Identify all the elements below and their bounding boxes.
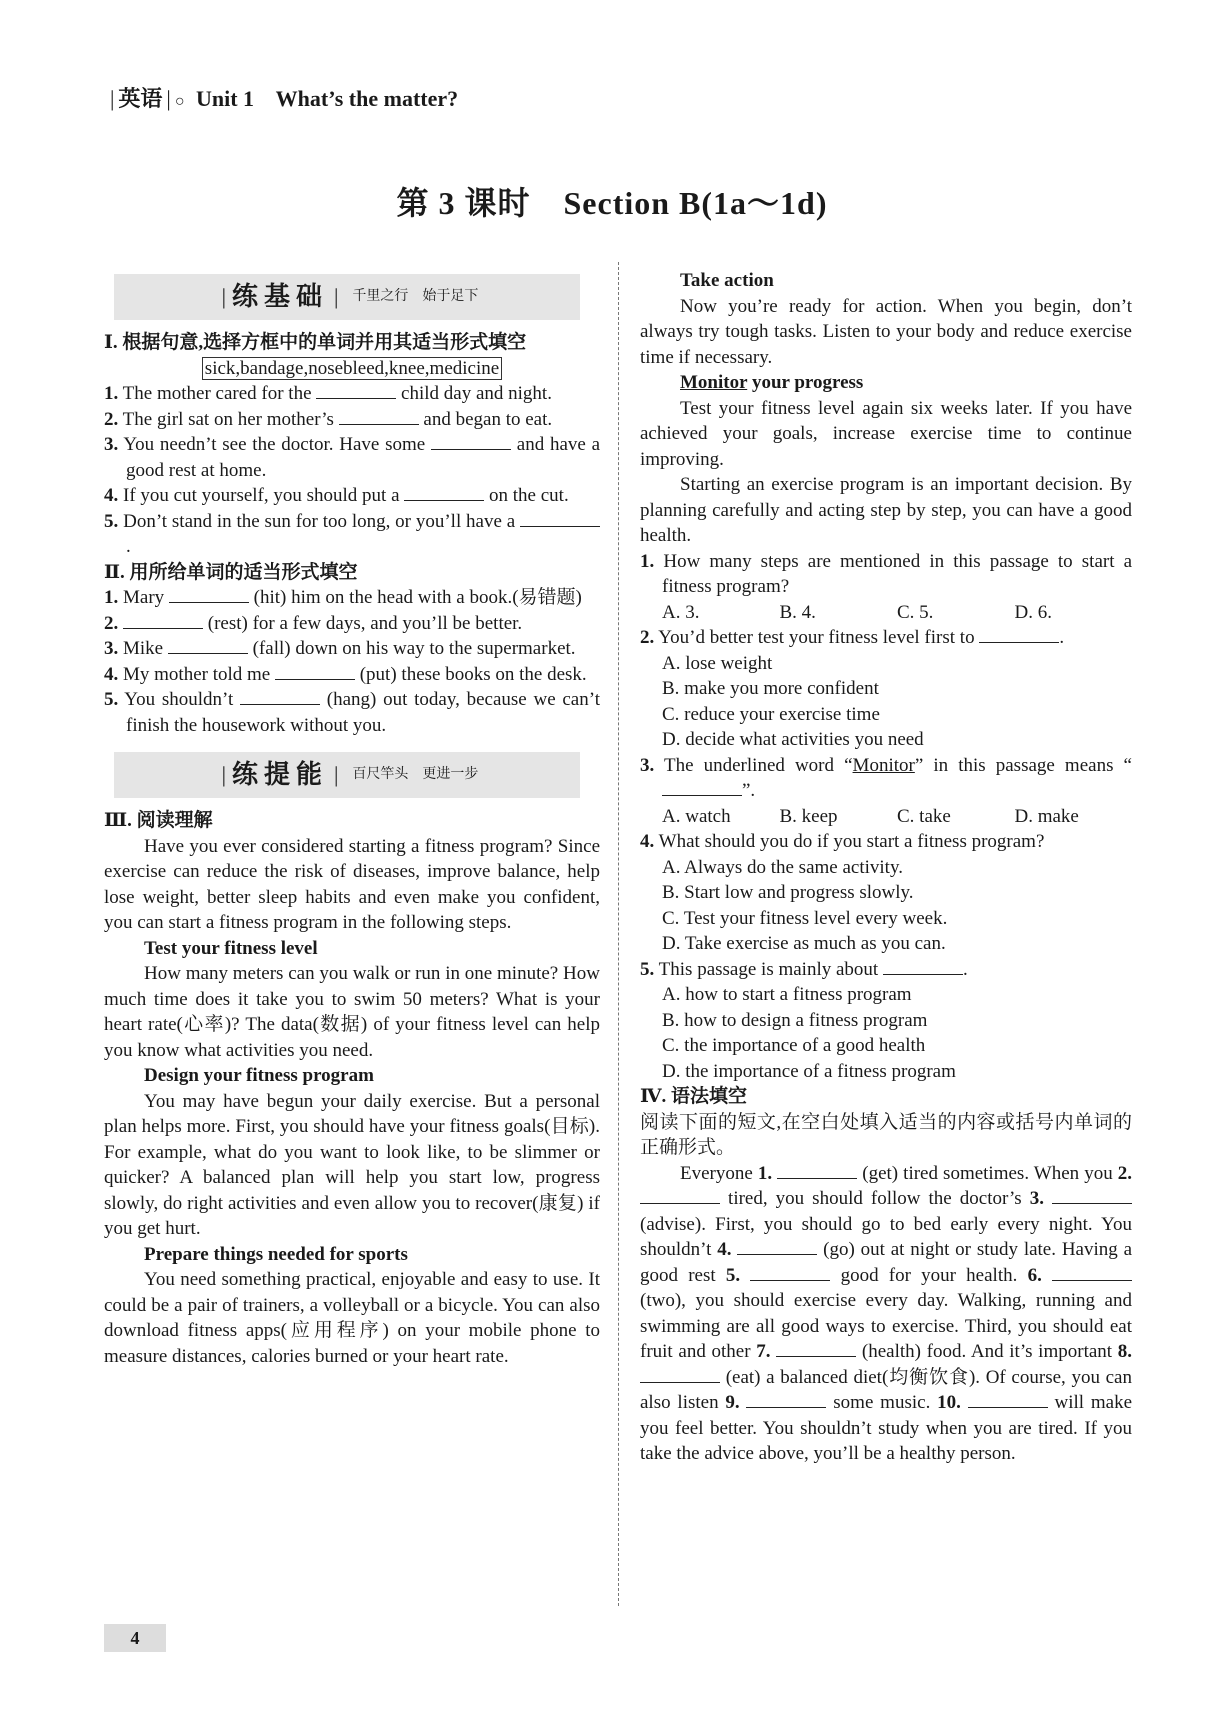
- answer-blank[interactable]: [979, 628, 1059, 643]
- question-text: (fall) down on his way to the supermarket.: [252, 638, 576, 659]
- question-item: [104, 432, 600, 483]
- divider-bar: |: [221, 762, 226, 788]
- option-b[interactable]: B. keep: [779, 805, 838, 827]
- blank-number: 7.: [756, 1341, 771, 1362]
- divider-bar: |: [334, 762, 339, 788]
- question-number: 4.: [640, 831, 655, 852]
- answer-blank[interactable]: [123, 614, 203, 629]
- passage-subheading: Prepare things needed for sports: [144, 1243, 408, 1265]
- option-c[interactable]: C. Test your fitness level every week.: [662, 907, 948, 929]
- blank-number: 2.: [1117, 1162, 1133, 1184]
- divider-bar: |: [334, 284, 339, 310]
- question-item: [104, 407, 600, 433]
- answer-blank[interactable]: [275, 665, 355, 680]
- answer-blank[interactable]: [750, 1266, 830, 1281]
- option-a[interactable]: A. lose weight: [662, 652, 773, 674]
- question-text: (hang) out today, because we can’t finish the housework without you.: [126, 689, 601, 736]
- question-text: child day and night.: [401, 383, 552, 404]
- answer-blank[interactable]: [240, 690, 320, 705]
- question-number: 1.: [640, 550, 655, 572]
- cloze-passage: [640, 1161, 1132, 1467]
- question-text: You needn’t see the doctor. Have some: [123, 434, 426, 455]
- option-b[interactable]: B. 4.: [779, 601, 816, 623]
- question-text: How many steps are mentioned in this passage to start a fitness program?: [662, 550, 1133, 597]
- option-c[interactable]: C. take: [897, 805, 951, 827]
- question-item: [640, 753, 1132, 804]
- question-number: 2.: [104, 612, 119, 634]
- question-text: This passage is mainly about: [658, 958, 879, 980]
- answer-blank[interactable]: [1052, 1189, 1132, 1204]
- cloze-text: good for your health.: [840, 1264, 1018, 1286]
- answer-blank[interactable]: [168, 639, 248, 654]
- cloze-text: Everyone: [680, 1162, 753, 1184]
- question-item: [104, 509, 600, 560]
- question-text: You’d better test your fitness level first to: [658, 627, 975, 648]
- question-text: The mother cared for the: [122, 383, 312, 404]
- question-text: Don’t stand in the sun for too long, or you’ll have a: [123, 510, 516, 532]
- option-a[interactable]: A. Always do the same activity.: [662, 856, 903, 878]
- underlined-word: Monitor: [680, 372, 748, 393]
- passage-subheading: Design your fitness program: [144, 1065, 374, 1086]
- option-b[interactable]: B. make you more confident: [662, 678, 879, 699]
- passage-paragraph: Now you’re ready for action. When you begin, don’t always try tough tasks. Listen to your body and reduce exercise time if necessary.: [640, 295, 1132, 368]
- blank-number: 8.: [1117, 1341, 1132, 1362]
- cloze-text: (get) tired sometimes. When you: [862, 1162, 1113, 1184]
- question-item: [640, 829, 1132, 855]
- question-text: The girl sat on her mother’s: [122, 408, 334, 430]
- subheading-rest: your progress: [747, 372, 864, 393]
- option-row: [640, 804, 1132, 830]
- question-text: and began to eat.: [423, 408, 553, 430]
- question-item: 2. You’d better test your fitness level first to .: [640, 627, 1065, 648]
- page-title: 第 3 课时 Section B(1a～1d): [396, 185, 828, 221]
- question-number: 1.: [104, 383, 119, 404]
- banner-subtitle: 千里之行 始于足下: [352, 289, 479, 305]
- passage-paragraph: Starting an exercise program is an important decision. By planning carefully and acting step by step, you can have a good health.: [640, 474, 1132, 546]
- answer-blank[interactable]: [431, 435, 511, 450]
- answer-blank[interactable]: [640, 1189, 720, 1204]
- question-item: [104, 381, 600, 407]
- word-box-words: sick,bandage,nosebleed,knee,medicine: [202, 357, 502, 380]
- answer-blank[interactable]: [737, 1240, 817, 1255]
- option-a[interactable]: A. how to start a fitness program: [662, 984, 912, 1005]
- answer-blank[interactable]: [640, 1368, 720, 1383]
- blank-number: 5.: [725, 1264, 741, 1286]
- answer-blank[interactable]: [777, 1164, 857, 1179]
- question-item: [104, 483, 600, 509]
- banner-basic: [114, 274, 580, 320]
- blank-number: 10.: [937, 1392, 961, 1413]
- question-number: 2.: [640, 627, 655, 648]
- right-column: [640, 268, 1132, 1467]
- passage-paragraph: Have you ever considered starting a fitness program? Since exercise can reduce the risk of diseases, improve balance, help lose weight, better sleep habits and even make you confident, you can start a fitness program in the following steps.: [104, 835, 600, 933]
- cloze-text: (eat) a balanced diet(均衡饮食). Of course, you can also listen: [640, 1366, 1132, 1413]
- option-d[interactable]: D. 6.: [1014, 601, 1052, 623]
- page-number: 4: [104, 1624, 166, 1652]
- option-d[interactable]: D. make: [1014, 805, 1079, 827]
- underlined-word: Monitor: [852, 754, 915, 776]
- divider-bar: |: [221, 284, 226, 310]
- answer-blank[interactable]: [316, 384, 396, 399]
- question-text: If you cut yourself, you should put a: [123, 485, 400, 506]
- answer-blank[interactable]: [968, 1393, 1048, 1408]
- blank-number: 6.: [1027, 1264, 1042, 1286]
- question-item: [104, 636, 600, 662]
- blank-number: 1.: [757, 1162, 773, 1184]
- question-item: [104, 662, 600, 688]
- option-c[interactable]: C. 5.: [897, 601, 934, 623]
- question-text: (rest) for a few days, and you’ll be better.: [207, 612, 523, 634]
- question-text: ” in this passage means “: [914, 754, 1132, 776]
- unit-label: Unit 1: [196, 86, 255, 111]
- question-number: 3.: [640, 754, 655, 776]
- question-text: Mike: [123, 638, 164, 659]
- left-column: [104, 268, 600, 1369]
- answer-blank[interactable]: [339, 410, 419, 425]
- question-number: 5.: [640, 958, 655, 980]
- section-heading: Ⅰ. 根据句意,选择方框中的单词并用其适当形式填空: [104, 332, 527, 353]
- cloze-text: will make you feel better. You shouldn’t study when you are tired. If you take the advice above, you’ll be a healthy person.: [640, 1392, 1133, 1464]
- passage-subheading: Test your fitness level: [144, 937, 318, 959]
- option-d[interactable]: D. decide what activities you need: [662, 729, 924, 750]
- question-text: (hit) him on the head with a book.(易错题): [253, 587, 582, 608]
- question-text: My mother told me: [123, 663, 271, 685]
- blank-number: 9.: [725, 1392, 740, 1413]
- cloze-text: tired, you should follow the doctor’s: [728, 1188, 1022, 1209]
- question-number: 4.: [104, 663, 119, 685]
- question-item: [104, 687, 600, 738]
- answer-blank[interactable]: [746, 1393, 826, 1408]
- word-box: [104, 356, 600, 382]
- section-instruction: 阅读下面的短文,在空白处填入适当的内容或括号内单词的正确形式。: [640, 1111, 1132, 1158]
- section-heading: Ⅲ. 阅读理解: [104, 810, 213, 831]
- passage-subheading: [640, 370, 1132, 396]
- option-row: [640, 600, 1132, 626]
- banner-title: 练基础: [231, 282, 328, 312]
- question-number: 4.: [104, 485, 119, 506]
- page-header: [106, 82, 458, 113]
- passage-subheading: Take action: [680, 270, 774, 291]
- answer-blank[interactable]: [169, 588, 249, 603]
- answer-blank[interactable]: [520, 512, 600, 527]
- question-text: What should you do if you start a fitness program?: [658, 831, 1045, 852]
- blank-number: 3.: [1029, 1188, 1044, 1209]
- section-heading: Ⅱ. 用所给单词的适当形式填空: [104, 561, 358, 583]
- option-c[interactable]: C. the importance of a good health: [662, 1035, 926, 1056]
- circle-icon: ○: [174, 93, 185, 110]
- question-text: on the cut.: [489, 485, 569, 506]
- cloze-text: (go) out at night or study late. Having a good rest: [640, 1239, 1133, 1286]
- column-divider: [618, 262, 619, 1606]
- answer-blank[interactable]: [776, 1342, 856, 1357]
- question-item: [640, 549, 1132, 600]
- question-text: ”.: [742, 780, 756, 801]
- cloze-text: (two), you should exercise every day. Walking, running and swimming are all good ways to exercise. Third, you should eat fruit and other: [640, 1290, 1132, 1362]
- question-item: [104, 611, 600, 637]
- question-text: and have a good rest at home.: [126, 434, 601, 481]
- banner-title: 练提能: [231, 760, 328, 790]
- passage-paragraph: Test your fitness level again six weeks later. If you have achieved your goals, increase exercise time to continue improving.: [640, 397, 1132, 470]
- section-heading: Ⅳ. 语法填空: [640, 1086, 748, 1107]
- option-b[interactable]: B. how to design a fitness program: [662, 1009, 928, 1031]
- banner-advanced: [114, 752, 580, 798]
- unit-topic: What’s the matter?: [275, 86, 459, 111]
- question-text: You shouldn’t: [124, 689, 234, 710]
- answer-blank[interactable]: [662, 781, 742, 796]
- question-text: The underlined word “: [664, 754, 853, 776]
- banner-subtitle: 百尺竿头 更进一步: [352, 767, 479, 783]
- passage-paragraph: You may have begun your daily exercise. But a personal plan helps more. First, you should have your fitness goals(目标). For example, what do you want to look like, to be slimmer or quicker? A balanced plan will help you start low, progress slowly, do right activities and even allow you to recover(康复) if you get hurt.: [104, 1090, 600, 1239]
- option-d[interactable]: D. the importance of a fitness program: [662, 1060, 956, 1082]
- cloze-text: (health) food. And it’s important: [861, 1341, 1113, 1362]
- question-text: .: [126, 536, 131, 557]
- answer-blank[interactable]: [883, 960, 963, 975]
- cloze-text: (advise). First, you should go to bed early every night. You shouldn’t: [640, 1213, 1132, 1260]
- question-number: 5.: [104, 510, 119, 532]
- divider-bar: |: [110, 86, 115, 111]
- answer-blank[interactable]: [1052, 1266, 1132, 1281]
- question-number: 3.: [104, 434, 119, 455]
- question-number: 5.: [104, 689, 119, 710]
- question-item: [104, 585, 600, 611]
- question-number: 3.: [104, 638, 119, 659]
- question-text: Mary: [123, 587, 165, 608]
- blank-number: 4.: [717, 1239, 732, 1260]
- question-number: 2.: [104, 408, 119, 430]
- passage-paragraph: You need something practical, enjoyable and easy to use. It could be a pair of trainers, a volleyball or a bicycle. You can also download fitness apps(应用程序) on your mobile phone to measure distances, calories burned or your heart rate.: [104, 1269, 600, 1367]
- option-a[interactable]: A. 3.: [662, 601, 700, 623]
- option-d[interactable]: D. Take exercise as much as you can.: [662, 933, 946, 954]
- cloze-text: some music.: [833, 1392, 931, 1413]
- option-c[interactable]: C. reduce your exercise time: [662, 703, 880, 725]
- answer-blank[interactable]: [404, 486, 484, 501]
- passage-paragraph: How many meters can you walk or run in one minute? How much time does it take you to swim 50 meters? What is your heart rate(心率)? The data(数据) of your fitness level can help you know what activities you need.: [104, 963, 600, 1061]
- question-number: 1.: [104, 587, 119, 608]
- divider-bar: |: [166, 86, 171, 111]
- question-item: 5. This passage is mainly about .: [640, 958, 968, 980]
- option-b[interactable]: B. Start low and progress slowly.: [662, 882, 914, 903]
- option-a[interactable]: A. watch: [662, 805, 731, 827]
- subject-label: 英语: [118, 86, 163, 111]
- question-text: (put) these books on the desk.: [359, 663, 587, 685]
